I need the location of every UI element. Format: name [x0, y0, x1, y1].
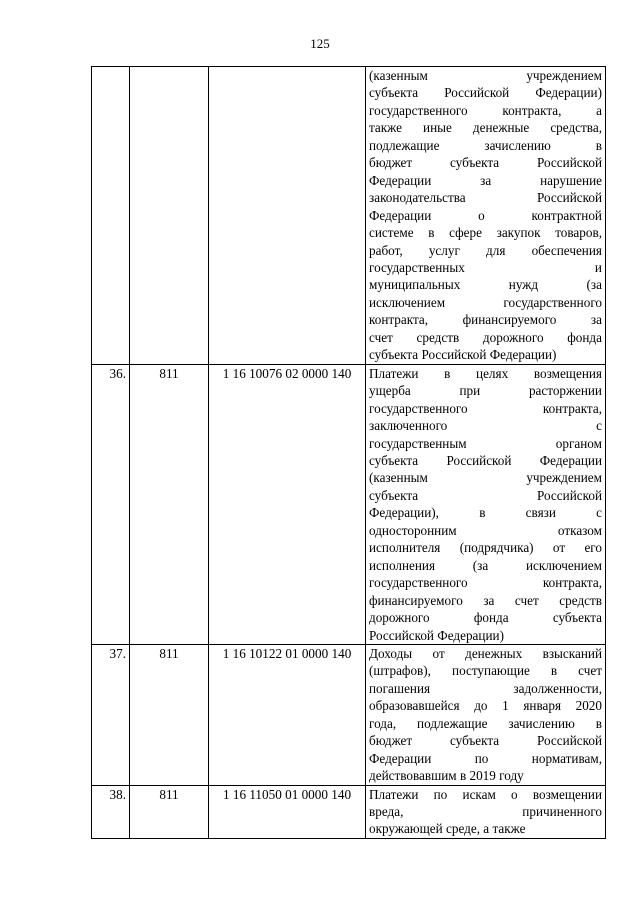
description-line: Федерации за нарушение [369, 172, 602, 188]
description-line: субъекта Российской Федерации [369, 452, 602, 468]
description-line: Платежи по искам о возмещении [369, 786, 602, 802]
description-line: исключением государственного [369, 294, 602, 310]
description-line: (штрафов), поступающие в счет [369, 663, 602, 679]
description-line: погашения задолженности, [369, 680, 602, 696]
description-line: образовавшейся до 1 января 2020 [369, 698, 602, 714]
description-line: Федерации), в связи с [369, 505, 602, 521]
admin-code-cell [130, 67, 209, 365]
budget-table [91, 66, 606, 839]
description-line: Федерации о контрактной [369, 207, 602, 223]
page-number: 125 [310, 36, 330, 51]
description-line: государственных и [369, 259, 602, 275]
row-number-cell: 37. [92, 644, 130, 785]
description-line: муниципальных нужд (за [369, 277, 602, 293]
description-line: Российской Федерации) [369, 627, 504, 643]
description-line: заключенного с [369, 418, 602, 434]
table-row [92, 364, 606, 644]
description-line: Платежи в целях возмещения [369, 365, 602, 381]
budget-code-cell: 1 16 11050 01 0000 140 [209, 785, 366, 838]
description-cell [366, 644, 606, 785]
budget-code-cell: 1 16 10122 01 0000 140 [209, 644, 366, 785]
description-line: односторонним отказом [369, 522, 602, 538]
description-line: также иные денежные средства, [369, 120, 602, 136]
description-line: государственного контракта, [369, 575, 602, 591]
description-line: финансируемого за счет средств [369, 592, 602, 608]
table-row [92, 67, 606, 365]
admin-code-cell: 811 [130, 785, 209, 838]
budget-code-cell: 1 16 10076 02 0000 140 [209, 364, 366, 644]
description-line: законодательства Российской [369, 190, 602, 206]
description-line: государственного контракта, [369, 400, 602, 416]
description-line: субъекта Российской [369, 487, 602, 503]
description-line: государственного контракта, а [369, 102, 602, 118]
description-line: бюджет субъекта Российской [369, 733, 602, 749]
description-cell [366, 364, 606, 644]
description-line: контракта, финансируемого за [369, 312, 602, 328]
row-number-cell: 38. [92, 785, 130, 838]
description-cell [366, 785, 606, 838]
table-body [92, 67, 606, 839]
table-row [92, 644, 606, 785]
description-line: счет средств дорожного фонда [369, 329, 602, 345]
description-line: года, подлежащие зачислению в [369, 715, 602, 731]
table-row [92, 785, 606, 838]
description-line: Доходы от денежных взысканий [369, 645, 602, 661]
description-line: подлежащие зачислению в [369, 137, 602, 153]
description-line: работ, услуг для обеспечения [369, 242, 602, 258]
description-line: вреда, причиненного [369, 804, 602, 820]
description-line: субъекта Российской Федерации) [369, 85, 602, 101]
budget-code-cell [209, 67, 366, 365]
description-line: (казенным учреждением [369, 470, 602, 486]
description-line: Федерации по нормативам, [369, 750, 602, 766]
description-line: бюджет субъекта Российской [369, 155, 602, 171]
description-line: системе в сфере закупок товаров, [369, 225, 602, 241]
description-line: (казенным учреждением [369, 68, 602, 83]
description-line: исполнителя (подрядчика) от его [369, 540, 602, 556]
description-line: действовавшим в 2019 году [369, 768, 524, 784]
description-line: ущерба при расторжении [369, 383, 602, 399]
admin-code-cell: 811 [130, 644, 209, 785]
description-line: окружающей среде, а также [369, 821, 526, 837]
description-line: исполнения (за исключением [369, 557, 602, 573]
row-number-cell: 36. [92, 364, 130, 644]
row-number-cell [92, 67, 130, 365]
admin-code-cell: 811 [130, 364, 209, 644]
description-line: субъекта Российской Федерации) [369, 347, 557, 363]
description-cell [366, 67, 606, 365]
description-line: государственным органом [369, 435, 602, 451]
description-line: дорожного фонда субъекта [369, 610, 602, 626]
